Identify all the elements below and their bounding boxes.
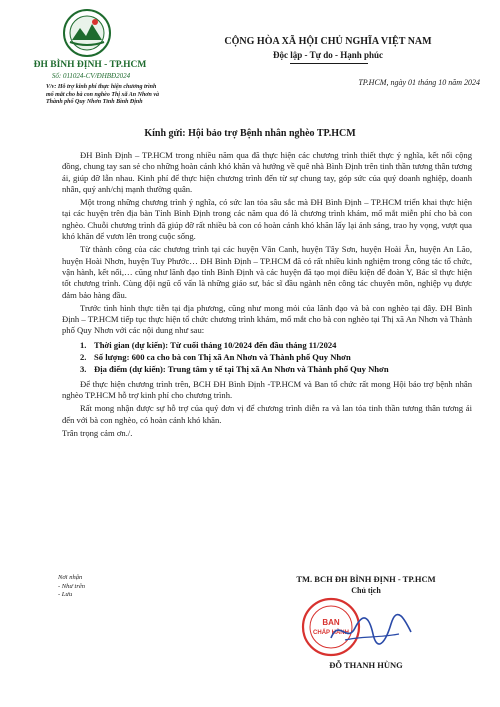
organization-logo bbox=[62, 8, 112, 58]
closing-line: Trân trọng cảm ơn./. bbox=[62, 427, 133, 438]
signatory-name: ĐỖ THANH HÙNG bbox=[329, 660, 403, 670]
handwritten-signature bbox=[325, 610, 415, 650]
body-paragraph-3: Từ thành công của các chương trình tại các huyện Vân Canh, huyện Tây Sơn, huyện Hoài Ân, huyện An Lão, huyện Hoài Nhơn, huyện Tuy Phước… ĐH Bình Định – TP.HCM đã có rất nhiều kinh nghiệm trong công tác tổ chức, vận hành, kết nối,… cũng như lãnh đạo tỉnh Bình Định và các huyện đã tạo mọi điều kiện để đoàn Y, Bác sĩ thực hiện tốt chương trình. Cùng đội ngũ cố vấn là những giáo sư, bác sĩ đầu ngành nên công tác chuyên môn, nghiệp vụ được đảm bảo hàng đầu. bbox=[62, 244, 472, 300]
motto-underline bbox=[290, 63, 368, 64]
document-number: Số: 011024-CV/ĐHBĐ2024 bbox=[51, 72, 131, 80]
body-paragraph-1: ĐH Bình Định – TP.HCM trong nhiều năm qua đã thực hiện các chương trình thiết thực ý nghĩa, kết nối cộng đồng, chung tay san sẻ cho những hoàn cảnh khó khăn và hướng về quê nhà Bình Định trên tinh thần tương thân tương ái, giúp đỡ lẫn nhau. Kinh phí để thực hiện chương trình đến từ sự chung tay, góp sức của quý doanh nghiệp, doanh nhân, quý anh/chị mạnh thường quân. bbox=[62, 150, 472, 194]
list-item: 1. Thời gian (dự kiến): Từ cuối tháng 10/2024 đến đầu tháng 11/2024 bbox=[80, 339, 337, 350]
document-subject: V/v: Hỗ trợ kinh phí thực hiện chương trình mổ mắt cho bà con nghèo Thị xã An Nhơn và Thành phố Quy Nhơn Tỉnh Bình Định bbox=[46, 84, 160, 105]
body-paragraph-2: Một trong những chương trình ý nghĩa, có sức lan tỏa sâu sắc mà ĐH Bình Định – TP.HCM triển khai thực hiện tại các huyện trên địa bàn Tỉnh Bình Định trong các năm qua đó là chương trình khám, mổ mắt miễn phí cho bà con nghèo. Chuỗi chương trình đã giúp đỡ rất nhiều bà con có hoàn cảnh khó khăn lấy lại ánh sáng, trao hy vọng, vượt qua khó khăn để vươn lên trong cuộc sống. bbox=[62, 197, 472, 242]
signature-organization: TM. BCH ĐH BÌNH ĐỊNH - TP.HCM bbox=[296, 574, 436, 584]
salutation: Kính gửi: Hội bảo trợ Bệnh nhân nghèo TP.HCM bbox=[144, 128, 356, 139]
body-paragraph-6: Rất mong nhận được sự hỗ trợ của quý đơn vị để chương trình diễn ra và lan tỏa tinh thần tương thân tương ái đến với bà con nghèo, có hoàn cảnh khó khăn. bbox=[62, 403, 472, 425]
body-paragraph-4: Trước tình hình thực tiễn tại địa phương, cũng như mong mỏi của lãnh đạo và bà con nghèo tại đây. ĐH Bình Định – TP.HCM tiếp tục thực hiện tổ chức chương trình khám, mổ mắt cho bà con nghèo tại Thị xã An Nhơn và Thành phố Quy Nhơn với các nội dung như sau: bbox=[62, 302, 472, 336]
organization-name: ĐH BÌNH ĐỊNH - TP.HCM bbox=[33, 60, 147, 70]
list-item: 3. Địa điểm (dự kiến): Trung tâm y tế tại Thị xã An Nhơn và Thành phố Quy Nhơn bbox=[80, 363, 389, 374]
signature-title: Chủ tịch bbox=[351, 586, 381, 595]
list-item: 2. Số lượng: 600 ca cho bà con Thị xã An Nhơn và Thành phố Quy Nhơn bbox=[80, 351, 351, 362]
stamp-text-top: BAN bbox=[322, 618, 340, 627]
program-details-list bbox=[62, 339, 472, 375]
date-place: TP.HCM, ngày 01 tháng 10 năm 2024 bbox=[358, 78, 480, 87]
recipient-item: - Như trên bbox=[58, 582, 86, 590]
national-motto: Độc lập - Tự do - Hạnh phúc bbox=[272, 50, 383, 60]
recipients-title: Nơi nhận bbox=[58, 574, 83, 581]
body-paragraph-5: Để thực hiện chương trình trên, BCH ĐH Bình Định -TP.HCM và Ban tổ chức rất mong Hội bảo trợ bệnh nhân nghèo TP.HCM hỗ trợ kinh phí cho chương trình. bbox=[62, 378, 472, 401]
stamp-text-bottom: CHẤP HÀNH bbox=[313, 630, 349, 636]
letter-body bbox=[62, 150, 472, 441]
recipient-item: - Lưu bbox=[58, 591, 73, 598]
national-title: CỘNG HÒA XÃ HỘI CHỦ NGHĨA VIỆT NAM bbox=[224, 36, 432, 47]
recipients-block bbox=[58, 574, 85, 600]
